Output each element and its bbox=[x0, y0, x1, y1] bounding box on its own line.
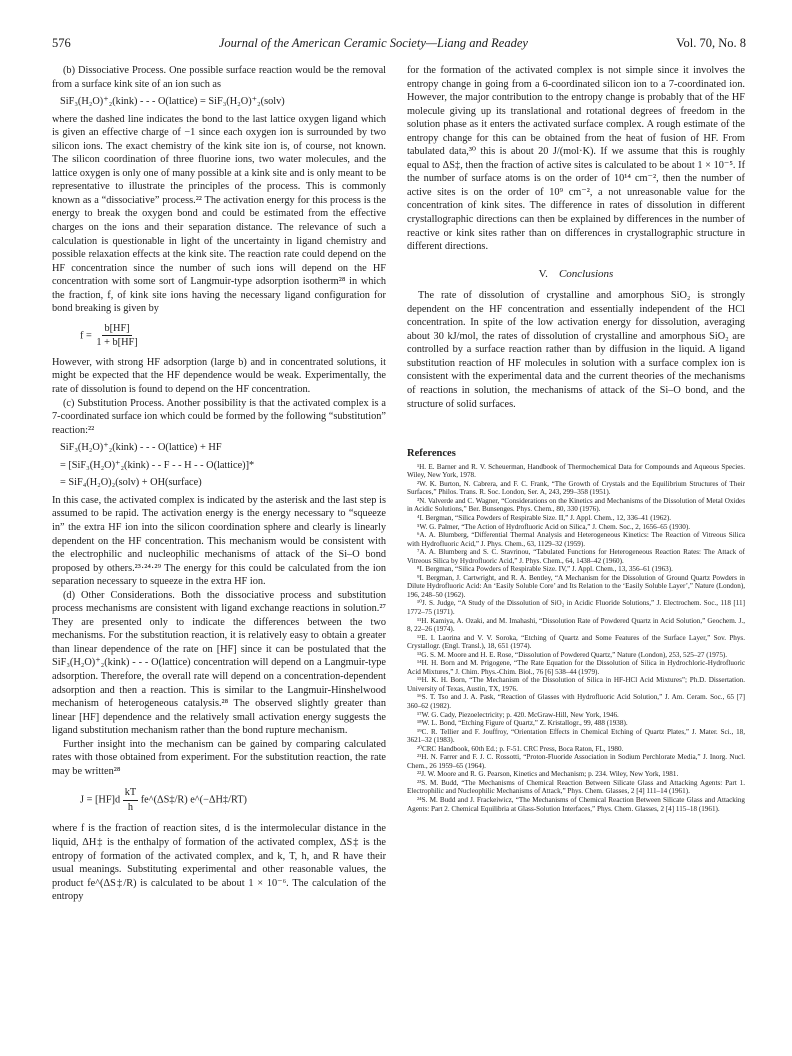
page-number: 576 bbox=[52, 36, 71, 50]
reference-item: ²²J. W. Moore and R. G. Pearson, Kinetics and Mechanism; p. 234. Wiley, New York, 1981. bbox=[417, 770, 679, 779]
references-heading: References bbox=[407, 448, 456, 460]
reference-item: ¹³G. S. M. Moore and H. E. Rose, “Dissolution of Powdered Quartz,” Nature (London), 253, 525–27 (1975). bbox=[417, 650, 728, 659]
left-column bbox=[52, 64, 386, 904]
reference-item: ¹⁵H. K. H. Born, “The Mechanism of the Dissolution of Silica in HF-HCl Acid Mixtures”; Ph.D. Dissertation. University of Texas, Austin, TX, 1976. bbox=[407, 676, 745, 693]
equation-rate-rhs: fe^(ΔS‡/R) e^(−ΔH‡/RT) bbox=[140, 794, 247, 806]
right-column bbox=[407, 64, 745, 813]
reference-item: ⁸I. Bergman, “Silica Powders of Respirable Size. IV,” J. Appl. Chem., 13, 356–61 (1963). bbox=[417, 565, 673, 574]
equation-fraction-lhs: f = bbox=[80, 330, 92, 342]
paragraph-dissociative: (b) Dissociative Process. One possible surface reaction would be the removal from a surface kink site of an ion such as bbox=[52, 65, 386, 90]
paragraph-other-considerations: (d) Other Considerations. Both the dissociative process and substitution process mechanisms are consistent with ligand exchange reactions in solution.²⁷ They are presented only to indicate the differences between the two mechanisms. For the substitution reaction, it is relatively easy to obtain a greater than linear dependence of the rate on [HF] since it can be postulated that the SiF₃(H₂O)⁺₂(kink) - - - O(lattice) concentration will depend on a Langmuir-type adsorption. Therefore, the overall rate will depend on a concentration-dependent adsorption and then a reaction. This is similar to the Langmuir-Hinshelwood mechanism of heterogeneous catalysis.²⁸ The observed slightly greater than linear [HF] dependence and the relatively small activation energy suggests the ligand substitution mechanism rather than the bond rupture mechanism. bbox=[52, 589, 386, 737]
fraction-numerator: b[HF] bbox=[102, 322, 131, 337]
reference-item: ²⁰CRC Handbook, 60th Ed.; p. F-51. CRC Press, Boca Raton, FL, 1980. bbox=[417, 744, 624, 753]
reference-item: ¹⁹C. R. Tellier and F. Jouffroy, “Orientation Effects in Chemical Etching of Quartz Plates,” J. Mater. Sci., 18, 3621–32 (1983). bbox=[407, 727, 745, 745]
reference-item: ¹⁶S. T. Tso and J. A. Pask, “Reaction of Glasses with Hydrofluoric Acid Solution,” J. Am. Ceram. Soc., 65 [7] 360–62 (1982). bbox=[407, 693, 745, 710]
paragraph-substitution: (c) Substitution Process. Another possibility is that the activated complex is a 7-coordinated surface ion which could be formed by the following “substitution” reaction:²² bbox=[52, 397, 386, 436]
equation-rate bbox=[80, 786, 386, 814]
paragraph-further-insight: Further insight into the mechanism can be gained by comparing calculated rates with those obtained from experiment. For the substitution reaction, the rate may be written²⁸ bbox=[52, 738, 386, 777]
section-title: Conclusions bbox=[558, 267, 614, 280]
paragraph-entropy: for the formation of the activated complex is not simple since it involves the entropy change in going from a 6-coordinated silicon ion to a 7-coordinated ion. However, the major contribution to the entropy change is probably that of the HF molecule giving up its translational and rotational degrees of freedom in the solution phase as it enters the activated surface complex. A rough estimate of the entropy change for this can be obtained from the heat of fusion of HF. From tabulated data,³⁰ this is about 20 J/(mol·K). If we assume that this is roughly equal to ΔS‡, then the fraction of active sites is calculated to be about 1 × 10⁻⁵. If the number of surface atoms is on the order of 10¹⁴ cm⁻², then the number of active sites is on the order of 10⁹ cm⁻², a not unreasonable value for the concentration of kink sites. The difference in rates of dissolution in different crystallographic directions can then be explained by differences in the number of reactive or kink sites rather than on differences in crystallographic structure in different directions. bbox=[407, 65, 745, 253]
reference-item: ¹⁸W. L. Bond, “Etching Figure of Quartz,” Z. Kristallogr., 99, 488 (1938). bbox=[417, 719, 628, 728]
rate-fraction-denominator: h bbox=[127, 801, 134, 813]
section-number: V. bbox=[538, 267, 548, 280]
reference-item: ²⁴S. M. Budd and J. Frackeiwicz, “The Mechanisms of Chemical Reaction Between Silicate Glass and Attacking Agents: Part 2. Chemical Equilibria at Glass-Solution Interfaces,” Phys. Chem. Glasses, 2 [4] 115–18 (1961). bbox=[407, 796, 745, 813]
reference-item: ²W. K. Burton, N. Cabrera, and F. C. Frank, “The Growth of Crystals and the Equilibrium Structures of Their Surfaces,” Philos. Trans. R. Soc. London, Ser. A, 243, 299–358 (1951). bbox=[407, 479, 745, 497]
equation-dissociation: SiF₃(H₂O)⁺₂(kink) - - - O(lattice) = SiF₃(H₂O)⁺₂(solv) bbox=[60, 96, 285, 108]
reference-item: ³N. Valverde and C. Wagner, “Considerations on the Kinetics and Mechanisms of the Dissolution of Metal Oxides in Acidic Solutions,” Ber. Bunsenges. Phys. Chem., 80, 330 (1976). bbox=[407, 496, 745, 514]
reference-item: ²¹H. N. Farrer and F. J. C. Rossotti, “Proton-Fluoride Association in Sodium Perchlorate Media,” J. Inorg. Nucl. Chem., 26 1959–65 (1964). bbox=[407, 753, 745, 770]
equation-substitution-2: = [SiF₃(H₂O)⁺₂(kink) - - F - - H - - O(lattice)]* bbox=[60, 459, 255, 471]
section-heading bbox=[407, 268, 745, 282]
equation-substitution-3: = SiF₄(H₂O)₂(solv) + OH(surface) bbox=[60, 477, 202, 489]
reference-item: ⁴I. Bergman, “Silica Powders of Respirable Size. II,” J. Appl. Chem., 12, 336–41 (1962). bbox=[417, 513, 672, 522]
reference-item: ⁷A. A. Blumberg and S. C. Stavrinou, “Tabulated Functions for Heterogeneous Reaction Rates: The Attack of Vitreous Silica by Hydrofluoric Acid,” J. Phys. Chem., 64, 1438–42 (1960). bbox=[407, 548, 745, 565]
fraction-denominator: 1 + b[HF] bbox=[96, 337, 138, 349]
reference-item: ¹¹H. Kamiya, A. Ozaki, and M. Imahashi, “Dissolution Rate of Powdered Quartz in Acid Solution,” Geochem. J., 8, 22–26 (1974). bbox=[407, 616, 745, 634]
fraction bbox=[94, 322, 139, 350]
reference-item: ¹⁴H. H. Born and M. Prigogene, “The Rate Equation for the Dissolution of Silica in Hydrochloric-Hydrofluoric Acid Mixtures,” J. Chim. Phys.-Chim. Biol., 76 [6] 538–44 (1979). bbox=[407, 659, 745, 676]
equation-rate-lhs: J = [HF]d bbox=[80, 794, 121, 806]
references-list bbox=[407, 463, 745, 813]
paragraph-adsorption: However, with strong HF adsorption (large b) and in concentrated solutions, it might be expected that the HF dependence would be weak. Experimentally, the rate of dissolution is found to depend on the HF concentration. bbox=[52, 356, 386, 396]
reference-item: ⁵W. G. Palmer, “The Action of Hydrofluoric Acid on Silica,” J. Chem. Soc., 2, 1656–65 (1930). bbox=[417, 522, 691, 531]
paragraph-rate-terms: where f is the fraction of reaction sites, d is the intermolecular distance in the liquid, ΔH‡ is the enthalpy of formation of the activated complex, ΔS‡ is the entropy of formation of the activated complex, and k, T, h, and R have their usual meanings. Substituting experimental and other reasonable values, the product fe^(ΔS‡/R) is calculated to be about 1 × 10⁻⁶. The calculation of the entropy bbox=[52, 823, 386, 903]
reference-item: ¹⁰J. S. Judge, “A Study of the Dissolution of SiO₂ in Acidic Fluoride Solutions,” J. Electrochem. Soc., 118 [11] 1772–75 (1971). bbox=[407, 599, 745, 616]
journal-title: Journal of the American Ceramic Society—Liang and Readey bbox=[218, 36, 528, 50]
reference-item: ¹²E. I. Laorina and V. V. Soroka, “Etching of Quartz and Some Features of the Surface Layer,” Sov. Phys. Crystallogr. (Engl. Transl.), 18, 651 (1974). bbox=[407, 633, 745, 651]
rate-fraction bbox=[123, 786, 138, 814]
reference-item: ⁹I. Bergman, J. Cartwright, and R. A. Bentley, “A Mechanism for the Dissolution of Ground Quartz Powders in Dilute Hydrofluoric Acid: An ‘Easily Soluble Core’ and Its Relation to the ‘Easily Soluble Layer’,” Nature (London), 196, 248–50 (1962). bbox=[407, 573, 745, 599]
page-header bbox=[52, 36, 746, 56]
paragraph-dissociative-body: where the dashed line indicates the bond to the last lattice oxygen ligand which is given an effective charge of −1 since each oxygen ion is surrounded by two silicon ions. The exact chemistry of the kink site ion is, of course, not known. The silicon coordination of three fluorine ions, two water molecules, and the lattice oxygen is only one of many possible at a kink site and is only meant to be representative to illustrate the principles of the process. This is commonly known as a “dissociative” process.²² The activation energy for this process is the energy to break the oxygen bond and could be estimated from the effective charges on the ions and their separation distance. The relevance of such a calculation is questionable in light of the uncertainty in ligand chemistry and possible relaxation effects at the kink site. The reaction rate could depend on the HF concentration since the number of such ions will depend on the HF concentration with some sort of Langmuir-type adsorption isotherm²⁸ in which the fraction, f, of kink site ions having the necessary ligand configuration for bond breaking is given by bbox=[52, 113, 386, 315]
reference-item: ²³S. M. Budd, “The Mechanisms of Chemical Reaction Between Silicate Glass and Attacking Agents: Part 1. Electrophilic and Nucleophilic Mechanisms of Attack,” Phys. Chem. Glasses, 2 [4] 111–14 (1961). bbox=[407, 778, 745, 796]
rate-fraction-numerator: kT bbox=[123, 786, 138, 801]
volume-issue: Vol. 70, No. 8 bbox=[676, 36, 746, 50]
paragraph-activated-complex: In this case, the activated complex is indicated by the asterisk and the last step is assumed to be rapid. The activation energy is the energy necessary to “squeeze in” the extra HF ion into the silicon coordination sphere and clearly is linearly dependent on the HF concentration. This mechanism would be consistent with the electrophilic and nucleophilic mechanisms of attack of the Si–O bond proposed by others.²³·²⁴·²⁹ The energy for this could be calculated from the ion separation necessary to squeeze in the extra HF ion. bbox=[52, 494, 386, 588]
paragraph-conclusions: The rate of dissolution of crystalline and amorphous SiO₂ is strongly dependent on the HF concentration and essentially independent of the HCl concentration. In spite of the low activation energy for dissolution, averaging about 30 kJ/mol, the rates of dissolution of crystalline and amorphous SiO₂ are controlled by a surface reaction rather than by diffusion in the liquid. A ligand substitution reaction of HF molecules in solution with a surface complex ion is consistent with the experimental data and the current theories of the mechanisms of reactions in solution, the mechanisms of attack of the Si–O bond, and the structure of solid surfaces. bbox=[407, 290, 745, 410]
equation-fraction bbox=[80, 322, 386, 350]
reference-item: ¹⁷W. G. Cady, Piezoelectricity; p. 420. McGraw-Hill, New York, 1946. bbox=[417, 710, 619, 719]
reference-item: ⁶A. A. Blumberg, “Differential Thermal Analysis and Heterogeneous Kinetics: The Reaction of Vitreous Silica with Hydrofluoric Acid,” J. Phys. Chem., 63, 1129–32 (1959). bbox=[407, 531, 745, 548]
reference-item: ¹H. E. Barner and R. V. Scheuerman, Handbook of Thermochemical Data for Compounds and Aqueous Species. Wiley, New York, 1978. bbox=[407, 462, 745, 480]
equation-substitution-1: SiF₃(H₂O)⁺₂(kink) - - - O(lattice) + HF bbox=[60, 442, 222, 454]
